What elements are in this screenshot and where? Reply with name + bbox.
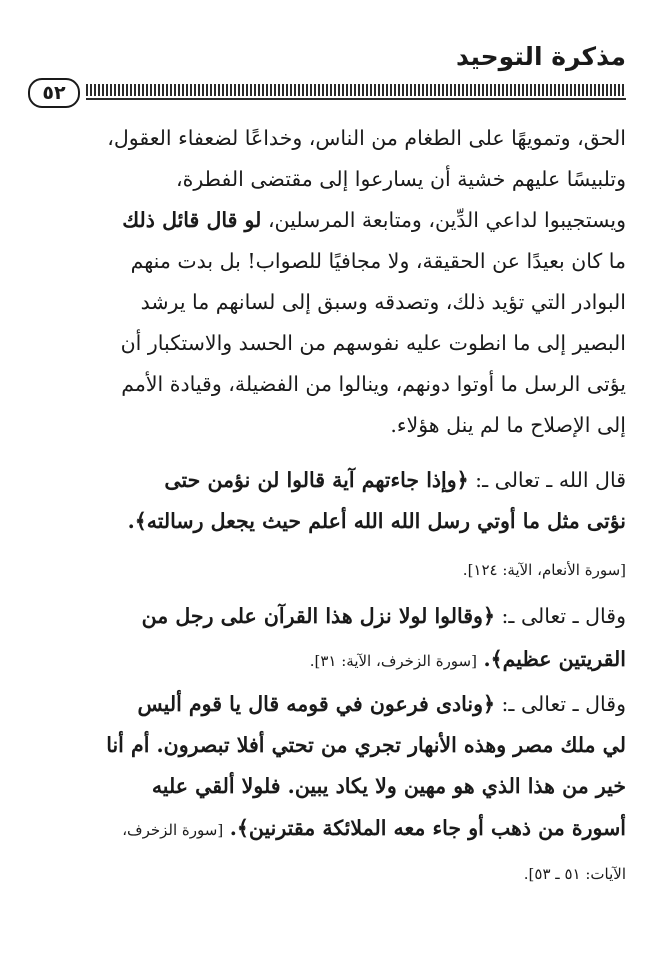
verse-text: لي ملك مصر وهذه الأنهار تجري من تحتي أفلا تبصرون. أم أنا xyxy=(106,733,626,757)
verse-text: نؤتى مثل ما أوتي رسل الله الله أعلم حيث يجعل رسالته﴾. xyxy=(127,509,626,533)
verse-text: خير من هذا الذي هو مهين ولا يكاد يبين. فلولا ألقي عليه xyxy=(151,774,626,798)
citation: الآيات: ٥١ ـ ٥٣]. xyxy=(523,865,626,883)
quote3-line2 xyxy=(30,725,626,766)
text-line: ما كان بعيدًا عن الحقيقة، ولا مجافيًا للصواب! بل بدت منهم xyxy=(130,249,626,273)
quote1-citation-line xyxy=(30,548,626,591)
text-line: البوادر التي تؤيد ذلك، وتصدقه وسبق إلى لسانهم ما يرشد xyxy=(140,290,626,314)
quote2-line1 xyxy=(30,596,626,637)
quote1-line2 xyxy=(30,501,626,542)
text-line xyxy=(30,200,626,241)
verse-text: أسورة من ذهب أو جاء معه الملائكة مقترنين﴾. xyxy=(229,816,626,840)
bold-phrase: لو قال قائل ذلك xyxy=(122,208,262,232)
quote3-citation-line xyxy=(30,852,626,895)
quote-intro: قال الله ـ تعالى ـ: xyxy=(475,468,626,492)
verse-text: ﴿وإذا جاءتهم آية قالوا لن نؤمن حتى xyxy=(164,468,469,492)
page-number: ٥٢ xyxy=(28,78,80,108)
citation: [سورة الزخرف، xyxy=(122,821,224,839)
quote3-line1 xyxy=(30,684,626,725)
text-segment: ويستجيبوا لداعي الدِّين، ومتابعة المرسلين، xyxy=(267,208,626,232)
header-rule-thin xyxy=(86,98,626,100)
verse-text: ﴿وقالوا لولا نزل هذا القرآن على رجل من xyxy=(141,604,495,628)
quote3-line4 xyxy=(30,808,626,851)
text-line: وتلبيسًا عليهم خشية أن يسارعوا إلى مقتضى الفطرة، xyxy=(176,167,626,191)
page-header xyxy=(28,40,626,104)
citation: [سورة الأنعام، الآية: ١٢٤]. xyxy=(462,561,626,579)
quote2-line2 xyxy=(30,639,626,682)
quote1-line1 xyxy=(30,460,626,501)
running-title: مذكرة التوحيد xyxy=(456,42,626,71)
text-line: يؤتى الرسل ما أوتوا دونهم، وينالوا من الفضيلة، وقيادة الأمم xyxy=(121,372,626,396)
verse-text: القريتين عظيم﴾. xyxy=(483,647,626,671)
quote3-line3 xyxy=(30,766,626,807)
text-line: الحق، وتمويهًا على الطغام من الناس، وخداعًا لضعفاء العقول، xyxy=(107,126,626,150)
paragraph-main xyxy=(30,118,626,446)
verse-text: ﴿ونادى فرعون في قومه قال يا قوم أليس xyxy=(137,692,495,716)
quote-intro: وقال ـ تعالى ـ: xyxy=(501,692,626,716)
header-rule xyxy=(86,84,626,96)
text-line: إلى الإصلاح ما لم ينل هؤلاء. xyxy=(390,413,626,437)
citation: [سورة الزخرف، الآية: ٣١]. xyxy=(309,652,477,670)
text-line: البصير إلى ما انطوت عليه نفوسهم من الحسد والاستكبار أن xyxy=(120,331,626,355)
quote-intro: وقال ـ تعالى ـ: xyxy=(501,604,626,628)
